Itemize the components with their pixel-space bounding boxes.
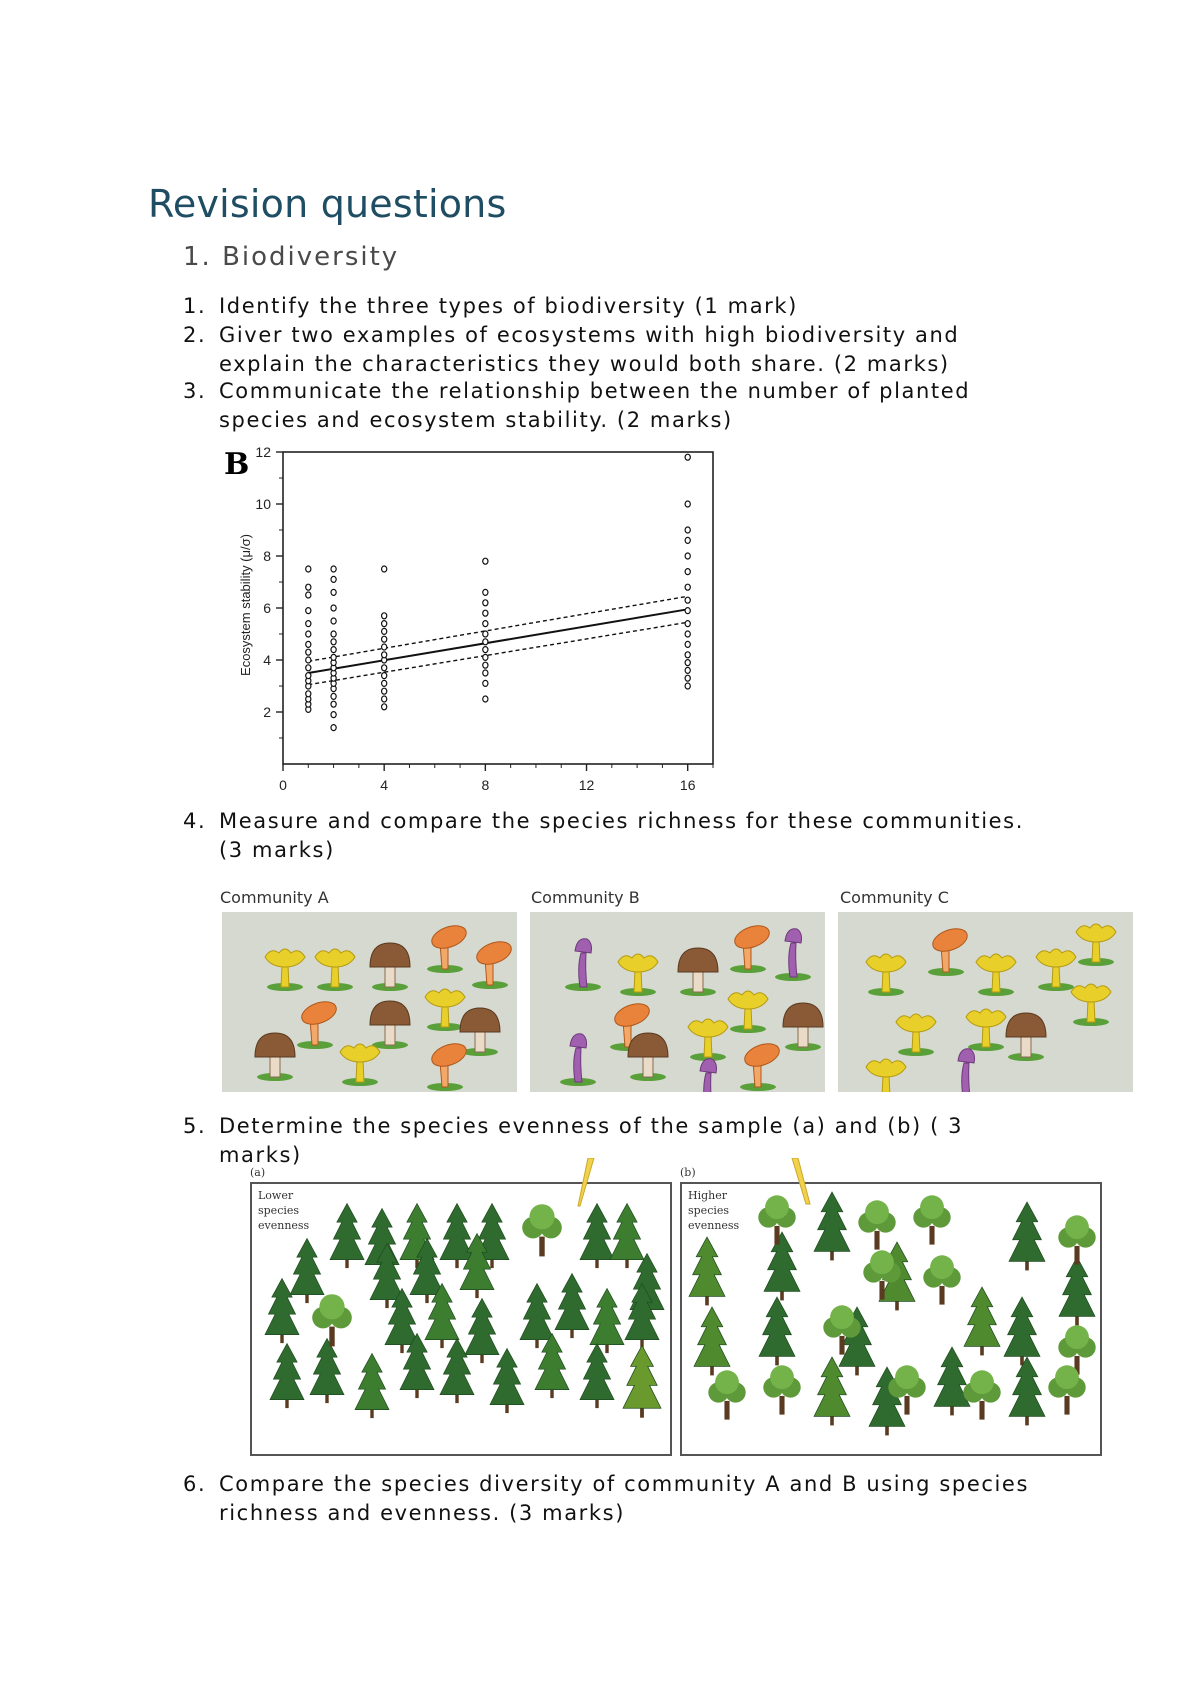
conifer-tree <box>1059 1257 1095 1325</box>
purple-mushroom <box>948 1049 984 1092</box>
community-a-panel <box>222 912 517 1092</box>
yellow-mushroom <box>966 1009 1006 1051</box>
data-point <box>306 673 311 679</box>
orange-mushroom <box>297 997 339 1049</box>
forest-a-panel <box>250 1182 672 1456</box>
x-tick-label: 4 <box>380 777 389 793</box>
y-tick-label: 8 <box>263 548 271 564</box>
pointer-arrow-a <box>570 1158 600 1208</box>
brown-mushroom <box>1006 1013 1046 1061</box>
conifer-tree <box>490 1349 524 1414</box>
y-tick-label: 6 <box>263 600 271 616</box>
y-tick-label: 2 <box>263 704 271 720</box>
chart-panel-letter: B <box>224 447 250 482</box>
forest-label-line: species <box>258 1204 300 1217</box>
section-heading: 1. Biodiversity <box>183 242 400 272</box>
yellow-mushroom <box>866 954 906 996</box>
data-point <box>483 631 488 637</box>
broadleaf-tree <box>763 1365 800 1414</box>
data-point <box>685 667 690 673</box>
brown-mushroom <box>255 1033 295 1081</box>
data-point <box>331 701 336 707</box>
data-point <box>685 641 690 647</box>
yellow-mushroom <box>688 1019 728 1061</box>
yellow-mushroom <box>896 1014 936 1056</box>
conifer-tree <box>764 1232 800 1300</box>
chart-frame <box>283 452 713 764</box>
data-point <box>483 647 488 653</box>
conifer-tree <box>689 1237 725 1305</box>
x-tick-label: 8 <box>481 777 490 793</box>
community-a-label: Community A <box>220 888 329 907</box>
data-point <box>382 680 387 686</box>
data-point <box>306 691 311 697</box>
forest-label-line: evenness <box>258 1219 310 1232</box>
data-point <box>685 584 690 590</box>
brown-mushroom <box>783 1003 823 1051</box>
conifer-tree <box>1009 1202 1045 1270</box>
data-point <box>685 652 690 658</box>
yellow-mushroom <box>425 989 465 1031</box>
data-point <box>483 696 488 702</box>
data-point <box>306 657 311 663</box>
question-4 <box>183 807 1039 865</box>
question-number: 3. <box>183 379 207 403</box>
community-c-label: Community C <box>840 888 949 907</box>
data-point <box>483 670 488 676</box>
data-point <box>331 654 336 660</box>
page-title: Revision questions <box>148 182 507 226</box>
data-point <box>382 688 387 694</box>
x-tick-label: 0 <box>279 777 287 793</box>
data-point <box>382 704 387 710</box>
yellow-mushroom <box>866 1059 906 1092</box>
data-point <box>685 553 690 559</box>
data-point <box>685 501 690 507</box>
data-point <box>483 610 488 616</box>
data-point <box>483 639 488 645</box>
broadleaf-tree <box>312 1294 352 1346</box>
data-point <box>306 592 311 598</box>
conifer-tree <box>590 1289 624 1354</box>
orange-mushroom <box>928 924 970 976</box>
data-point <box>331 566 336 572</box>
data-point <box>306 649 311 655</box>
broadleaf-tree <box>1058 1215 1095 1264</box>
data-point <box>306 641 311 647</box>
data-point <box>685 537 690 543</box>
conifer-tree <box>759 1297 795 1365</box>
question-1 <box>183 292 1039 321</box>
yellow-mushroom <box>618 954 658 996</box>
data-point <box>483 600 488 606</box>
data-point <box>483 680 488 686</box>
data-point <box>306 665 311 671</box>
question-number: 4. <box>183 809 207 833</box>
data-point <box>685 454 690 460</box>
y-tick-label: 4 <box>263 652 271 668</box>
question-text: Communicate the relationship between the number of planted species and ecosystem stability. (2 marks) <box>219 379 971 432</box>
yellow-mushroom <box>976 954 1016 996</box>
conifer-tree <box>465 1299 499 1364</box>
data-point <box>483 662 488 668</box>
question-text: Measure and compare the species richness for these communities. (3 marks) <box>219 809 1024 862</box>
ci-lower-line <box>308 622 687 684</box>
forest-b-panel <box>680 1182 1102 1456</box>
conifer-tree <box>1009 1357 1045 1425</box>
question-5 <box>183 1112 1039 1170</box>
y-tick-label: 10 <box>255 496 271 512</box>
data-point <box>306 584 311 590</box>
question-text: Compare the species diversity of community A and B using species richness and evenness. (3 marks) <box>219 1472 1029 1525</box>
yellow-mushroom <box>315 949 355 991</box>
data-point <box>685 683 690 689</box>
data-point <box>331 618 336 624</box>
data-point <box>483 558 488 564</box>
question-text: Giver two examples of ecosystems with high biodiversity and explain the characteristics they would both share. (2 marks) <box>219 323 960 376</box>
chart-y-label: Ecosystem stability (μ/σ) <box>238 534 253 676</box>
y-tick-label: 12 <box>255 444 271 460</box>
yellow-mushroom <box>1076 924 1116 966</box>
brown-mushroom <box>678 948 718 996</box>
forest-label-line: evenness <box>688 1219 740 1232</box>
conifer-tree <box>623 1346 661 1418</box>
data-point <box>483 589 488 595</box>
brown-mushroom <box>370 1001 410 1049</box>
data-point <box>685 569 690 575</box>
data-point <box>685 608 690 614</box>
data-point <box>685 597 690 603</box>
brown-mushroom <box>370 943 410 991</box>
data-point <box>685 660 690 666</box>
purple-mushroom <box>560 1034 596 1086</box>
broadleaf-tree <box>913 1195 950 1244</box>
conifer-tree <box>310 1339 344 1404</box>
community-b-label: Community B <box>531 888 640 907</box>
broadleaf-tree <box>923 1255 960 1304</box>
orange-mushroom <box>472 937 514 989</box>
question-2 <box>183 321 1039 379</box>
data-point <box>382 566 387 572</box>
data-point <box>685 621 690 627</box>
conifer-tree <box>580 1344 614 1409</box>
conifer-tree <box>814 1357 850 1425</box>
data-point <box>685 527 690 533</box>
question-number: 2. <box>183 323 207 347</box>
orange-mushroom <box>730 921 772 973</box>
data-point <box>331 693 336 699</box>
data-point <box>382 652 387 658</box>
data-point <box>331 589 336 595</box>
question-number: 5. <box>183 1114 207 1138</box>
purple-mushroom <box>775 929 811 981</box>
data-point <box>382 665 387 671</box>
conifer-tree <box>520 1284 554 1349</box>
data-point <box>306 566 311 572</box>
yellow-mushroom <box>1036 949 1076 991</box>
data-point <box>382 644 387 650</box>
conifer-tree <box>290 1239 324 1304</box>
question-6 <box>183 1470 1039 1528</box>
data-point <box>382 696 387 702</box>
broadleaf-tree <box>858 1200 895 1249</box>
conifer-tree <box>694 1307 730 1375</box>
data-point <box>685 631 690 637</box>
conifer-tree <box>535 1334 569 1399</box>
question-number: 1. <box>183 294 207 318</box>
yellow-mushroom <box>265 949 305 991</box>
conifer-tree <box>270 1344 304 1409</box>
forest-a-label <box>258 1188 309 1233</box>
community-b-panel <box>530 912 825 1092</box>
data-point <box>331 639 336 645</box>
data-point <box>331 576 336 582</box>
ci-upper-line <box>308 596 687 661</box>
data-point <box>382 628 387 634</box>
conifer-tree <box>610 1204 644 1269</box>
data-point <box>685 675 690 681</box>
data-point <box>483 654 488 660</box>
forest-label-line: species <box>688 1204 730 1217</box>
forest-b-label <box>688 1188 739 1233</box>
yellow-mushroom <box>728 991 768 1033</box>
data-point <box>382 613 387 619</box>
orange-mushroom <box>427 1039 469 1091</box>
yellow-mushroom <box>1071 984 1111 1026</box>
data-point <box>331 647 336 653</box>
yellow-mushroom <box>340 1044 380 1086</box>
question-text: Identify the three types of biodiversity (1 mark) <box>219 294 798 318</box>
purple-mushroom <box>565 939 601 991</box>
data-point <box>331 631 336 637</box>
forest-b-tag: (b) <box>680 1166 696 1179</box>
question-number: 6. <box>183 1472 207 1496</box>
question-text: Determine the species evenness of the sample (a) and (b) ( 3 marks) <box>219 1114 964 1167</box>
conifer-tree <box>964 1287 1000 1355</box>
data-point <box>331 605 336 611</box>
forest-label-line: Lower <box>258 1189 294 1202</box>
question-3 <box>183 377 1039 435</box>
broadleaf-tree <box>522 1204 562 1256</box>
broadleaf-tree <box>1048 1365 1085 1414</box>
data-point <box>331 712 336 718</box>
data-point <box>382 673 387 679</box>
data-point <box>306 608 311 614</box>
pointer-arrow-b <box>790 1158 820 1208</box>
data-point <box>306 631 311 637</box>
conifer-tree <box>330 1204 364 1269</box>
conifer-tree <box>355 1354 389 1419</box>
fit-line <box>308 609 687 673</box>
x-tick-label: 12 <box>578 777 595 793</box>
forest-label-line: Higher <box>688 1189 728 1202</box>
data-point <box>306 621 311 627</box>
conifer-tree <box>1004 1297 1040 1365</box>
stability-chart <box>218 440 738 800</box>
data-point <box>382 636 387 642</box>
orange-mushroom <box>740 1039 782 1091</box>
conifer-tree <box>934 1347 970 1415</box>
data-point <box>382 621 387 627</box>
data-point <box>483 621 488 627</box>
broadleaf-tree <box>708 1370 745 1419</box>
conifer-tree <box>580 1204 614 1269</box>
data-point <box>331 725 336 731</box>
conifer-tree <box>555 1274 589 1339</box>
x-tick-label: 16 <box>679 777 696 793</box>
orange-mushroom <box>427 921 469 973</box>
broadleaf-tree <box>963 1370 1000 1419</box>
community-c-panel <box>838 912 1133 1092</box>
purple-mushroom <box>690 1059 726 1092</box>
forest-a-tag: (a) <box>250 1166 266 1179</box>
brown-mushroom <box>628 1033 668 1081</box>
